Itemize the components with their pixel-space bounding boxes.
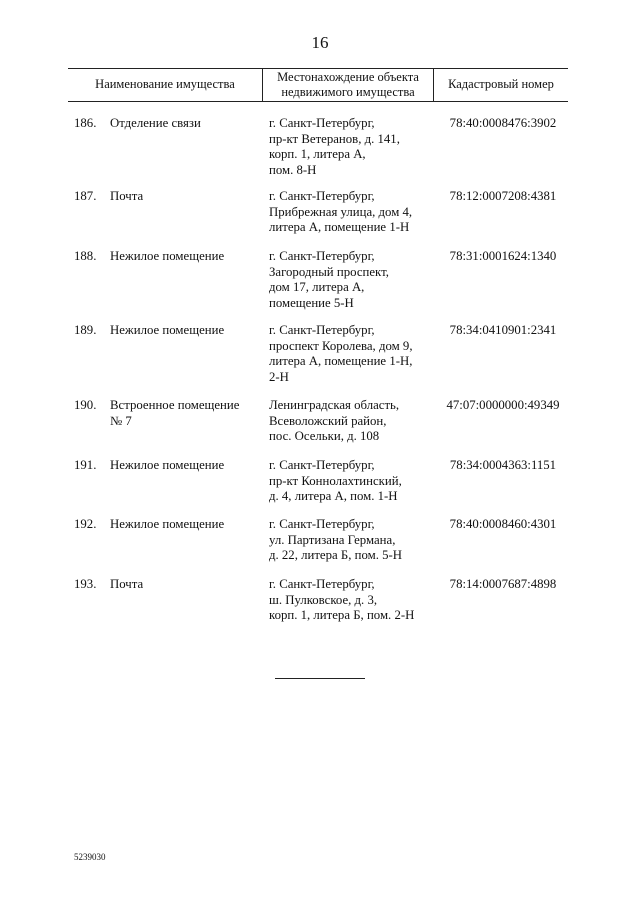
row-number: 189.	[74, 323, 97, 337]
property-name-line: № 7	[110, 413, 132, 428]
property-name-line: Встроенное помещение	[110, 398, 240, 412]
property-name-line: Нежилое помещение	[110, 458, 225, 472]
property-name-line: Нежилое помещение	[110, 517, 225, 531]
table-header-name-label: Наименование имущества	[95, 77, 235, 91]
row-number: 191.	[74, 458, 97, 472]
cadastral-number: 78:34:0410901:2341	[449, 323, 557, 337]
property-location-line: Загородный проспект,	[269, 264, 389, 279]
cadastral-number: 78:14:0007687:4898	[449, 577, 557, 591]
property-name	[110, 323, 260, 339]
row-number: 188.	[74, 249, 97, 263]
property-location-line: ул. Партизана Германа,	[269, 532, 396, 547]
table-header-cadastral	[434, 68, 568, 101]
property-name	[110, 249, 260, 265]
property-location	[269, 116, 434, 178]
property-location	[269, 458, 434, 505]
property-location-line: проспект Королева, дом 9,	[269, 338, 413, 353]
property-location	[269, 189, 434, 236]
property-location-line: пр-кт Ветеранов, д. 141,	[269, 131, 400, 146]
document-code: 5239030	[74, 852, 106, 862]
cadastral-number: 78:40:0008476:3902	[449, 116, 557, 130]
property-location	[269, 577, 434, 624]
cadastral-number: 78:40:0008460:4301	[449, 517, 557, 531]
cadastral-number: 78:34:0004363:1151	[449, 458, 557, 472]
property-location-line: дом 17, литера А,	[269, 280, 365, 294]
property-name	[110, 189, 260, 205]
property-name-line: Почта	[110, 577, 144, 591]
property-name-line: Нежилое помещение	[110, 249, 225, 263]
property-location-line: г. Санкт-Петербург,	[269, 517, 375, 531]
property-location-line: г. Санкт-Петербург,	[269, 577, 375, 591]
row-number: 193.	[74, 577, 97, 591]
table-header-location-label	[277, 70, 419, 100]
property-location-line: д. 22, литера Б, пом. 5-Н	[269, 548, 403, 562]
property-location-line: Всеволожский район,	[269, 413, 387, 428]
property-name	[110, 517, 260, 533]
property-location	[269, 517, 434, 564]
property-location-line: Прибрежная улица, дом 4,	[269, 204, 413, 219]
property-location-line: г. Санкт-Петербург,	[269, 189, 375, 203]
property-location	[269, 323, 434, 385]
property-location-line: помещение 5-Н	[269, 295, 354, 310]
row-number: 192.	[74, 517, 97, 531]
property-location-line: г. Санкт-Петербург,	[269, 116, 375, 130]
table-header-cadastral-label: Кадастровый номер	[448, 77, 554, 91]
property-name	[110, 458, 260, 474]
property-name-line: Отделение связи	[110, 116, 201, 130]
property-location-line: пр-кт Коннолахтинский,	[269, 473, 402, 488]
property-location-line: 2-Н	[269, 369, 289, 384]
row-number: 187.	[74, 189, 97, 203]
property-location-line: литера А, помещение 1-Н,	[269, 354, 413, 368]
page-number: 16	[311, 33, 329, 52]
cadastral-number: 78:31:0001624:1340	[449, 249, 557, 263]
cadastral-number: 78:12:0007208:4381	[449, 189, 557, 203]
property-location-line: корп. 1, литера Б, пом. 2-Н	[269, 608, 415, 622]
property-location-line: г. Санкт-Петербург,	[269, 323, 375, 337]
property-location-line: г. Санкт-Петербург,	[269, 458, 375, 472]
row-number: 190.	[74, 398, 97, 412]
property-name-line: Почта	[110, 189, 144, 203]
cadastral-number: 47:07:0000000:49349	[446, 398, 560, 412]
property-name	[110, 398, 260, 429]
property-location-line: корп. 1, литера А,	[269, 147, 366, 161]
property-location-line: д. 4, литера А, пом. 1-Н	[269, 489, 398, 503]
property-location-line: г. Санкт-Петербург,	[269, 249, 375, 263]
row-number: 186.	[74, 116, 97, 130]
property-location-line: пос. Осельки, д. 108	[269, 429, 380, 443]
closing-rule	[275, 678, 365, 679]
property-name	[110, 577, 260, 593]
table-header-location	[262, 68, 434, 101]
property-location-line: литера А, помещение 1-Н	[269, 220, 410, 234]
property-location-line: пом. 8-Н	[269, 162, 317, 177]
property-name	[110, 116, 260, 132]
property-location-line: ш. Пулковское, д. 3,	[269, 592, 378, 607]
property-location	[269, 249, 434, 311]
table-header-name	[68, 68, 262, 101]
property-location-line: Ленинградская область,	[269, 398, 400, 412]
table-header-location-line: Местонахождение объекта	[277, 69, 419, 84]
property-name-line: Нежилое помещение	[110, 323, 225, 337]
table-header-location-line: недвижимого имущества	[281, 84, 415, 99]
table-header-bottom-rule	[68, 101, 568, 102]
property-location	[269, 398, 434, 445]
